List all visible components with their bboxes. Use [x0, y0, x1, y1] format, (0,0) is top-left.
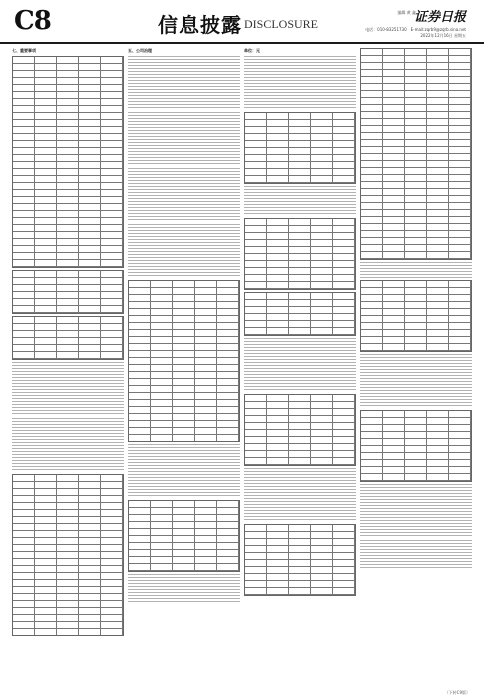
text-block	[244, 56, 356, 110]
text-block	[244, 186, 356, 216]
disclosure-table	[12, 56, 124, 268]
content-area	[12, 46, 472, 692]
continued-note: （下转C9版）	[444, 690, 470, 695]
disclosure-table	[12, 270, 124, 314]
masthead-right	[322, 4, 472, 38]
col3-heading: 单位：元	[244, 48, 260, 53]
disclosure-table	[128, 500, 240, 572]
text-block	[128, 112, 240, 166]
disclosure-table	[244, 524, 356, 596]
column-4	[360, 46, 472, 692]
disclosure-table	[12, 474, 124, 636]
disclosure-table	[244, 218, 356, 290]
text-block	[128, 574, 240, 604]
text-block	[360, 262, 472, 278]
text-block	[360, 540, 472, 570]
text-block	[128, 168, 240, 222]
disclosure-table	[244, 112, 356, 184]
section-title-en: DISCLOSURE	[244, 17, 319, 31]
text-block	[12, 418, 124, 472]
column-3	[244, 46, 356, 692]
col2-heading: 五、公司治理	[128, 48, 152, 53]
page-number: C8	[14, 6, 51, 36]
newspaper-logo: 证券日报	[413, 10, 466, 25]
section-title: 信息披露	[158, 13, 242, 37]
text-block	[244, 468, 356, 522]
col1-heading: 七、重要事项	[12, 48, 36, 53]
text-block	[360, 484, 472, 538]
text-block	[360, 354, 472, 408]
editor-line: 编辑 黄 鑫	[397, 10, 416, 15]
contact-line: 电话：010-83251730 E-mail:zqrb9@zqrb.sina.net	[365, 27, 466, 32]
disclosure-table	[244, 292, 356, 336]
disclosure-table	[128, 280, 240, 442]
disclosure-table	[360, 48, 472, 260]
disclosure-table	[244, 394, 356, 466]
text-block	[128, 444, 240, 498]
masthead	[0, 0, 484, 44]
column-2	[128, 46, 240, 692]
disclosure-table	[12, 316, 124, 360]
text-block	[128, 224, 240, 278]
disclosure-table	[360, 280, 472, 352]
date-line: 2022年12月16日 星期五	[420, 33, 466, 38]
text-block	[244, 338, 356, 392]
disclosure-table	[360, 410, 472, 482]
column-1	[12, 46, 124, 692]
text-block	[128, 56, 240, 110]
text-block	[12, 362, 124, 416]
